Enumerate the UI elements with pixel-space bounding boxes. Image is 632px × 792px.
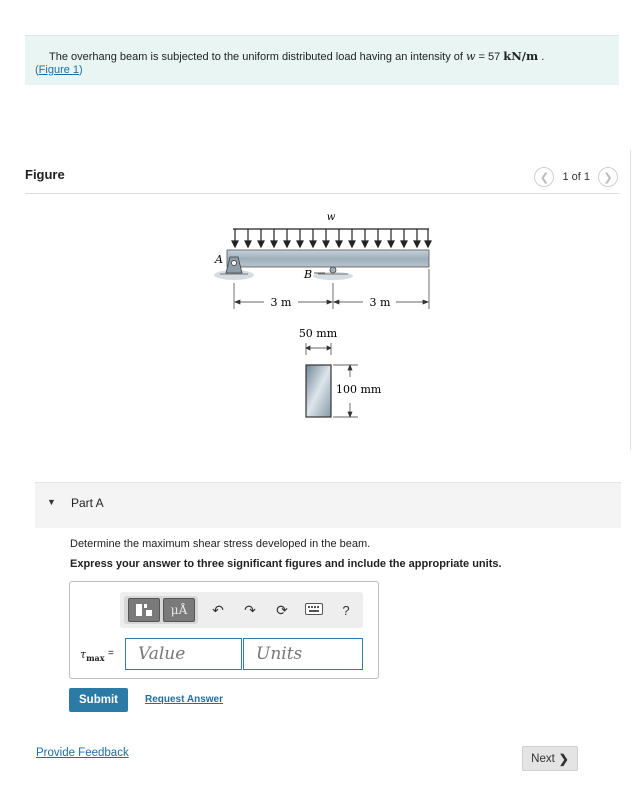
beam — [227, 250, 429, 267]
paren-open: ( — [35, 64, 39, 76]
width-dimension — [306, 343, 331, 355]
chevron-left-icon[interactable]: ❮ — [534, 167, 554, 187]
load-variable: w — [466, 50, 476, 63]
support-a-label: A — [215, 253, 223, 266]
load-unit: kN/m — [503, 49, 539, 63]
templates-icon[interactable] — [128, 598, 160, 622]
side-divider — [630, 150, 631, 450]
figure-divider — [25, 193, 619, 194]
question-text: Determine the maximum shear stress developed in the beam. — [70, 538, 371, 550]
provide-feedback-link[interactable]: Provide Feedback — [36, 747, 129, 759]
tau-max-label — [80, 648, 105, 663]
redo-icon[interactable]: ↷ — [244, 601, 256, 618]
roller-support-b — [313, 267, 353, 280]
cross-section — [306, 365, 331, 417]
problem-statement — [25, 35, 619, 85]
figure-link[interactable]: Figure 1 — [38, 64, 80, 76]
next-label: Next — [531, 752, 555, 765]
value-input[interactable] — [125, 638, 242, 670]
math-toolbar — [120, 592, 363, 628]
support-b-label: B — [304, 268, 313, 281]
span2-label: 3 m — [369, 296, 391, 309]
keyboard-icon[interactable] — [298, 603, 330, 618]
part-label: Part A — [71, 496, 104, 510]
caret-down-icon[interactable]: ▼ — [47, 497, 56, 507]
figure-reference — [35, 64, 83, 76]
width-label: 50 mm — [298, 327, 338, 340]
instruction-text: Express your answer to three significant figures and include the appropriate units. — [70, 558, 502, 570]
tool-group — [124, 596, 198, 624]
equals-sign: = — [108, 648, 114, 659]
distributed-load-arrows — [232, 229, 431, 247]
tau-symbol: τ — [80, 648, 87, 661]
undo-icon[interactable]: ↶ — [212, 601, 224, 618]
problem-text — [49, 49, 544, 63]
span1-label: 3 m — [270, 296, 292, 309]
height-label: 100 mm — [336, 383, 382, 396]
problem-text-main: The overhang beam is subjected to the uniform distributed load having an intensity of — [49, 51, 467, 63]
reset-icon[interactable]: ⟳ — [276, 601, 288, 618]
problem-end: . — [538, 51, 545, 63]
figure-pager — [534, 167, 618, 187]
units-input[interactable] — [243, 638, 363, 670]
next-button[interactable] — [522, 746, 578, 771]
tau-subscript: max — [86, 653, 105, 664]
figure-title: Figure — [25, 167, 65, 182]
chevron-right-icon: ❯ — [558, 751, 569, 766]
paren-close: ) — [79, 64, 83, 76]
page-count: 1 of 1 — [562, 171, 590, 183]
beam-diagram — [200, 205, 450, 430]
help-icon[interactable]: ? — [342, 602, 350, 618]
request-answer-link[interactable]: Request Answer — [145, 694, 223, 705]
answer-box — [69, 581, 379, 679]
part-a-header[interactable] — [35, 482, 621, 528]
submit-button[interactable]: Submit — [69, 688, 128, 712]
units-button[interactable]: μÅ — [163, 598, 195, 622]
chevron-right-icon[interactable]: ❯ — [598, 167, 618, 187]
load-value: = 57 — [475, 51, 504, 63]
load-label: w — [326, 212, 336, 223]
